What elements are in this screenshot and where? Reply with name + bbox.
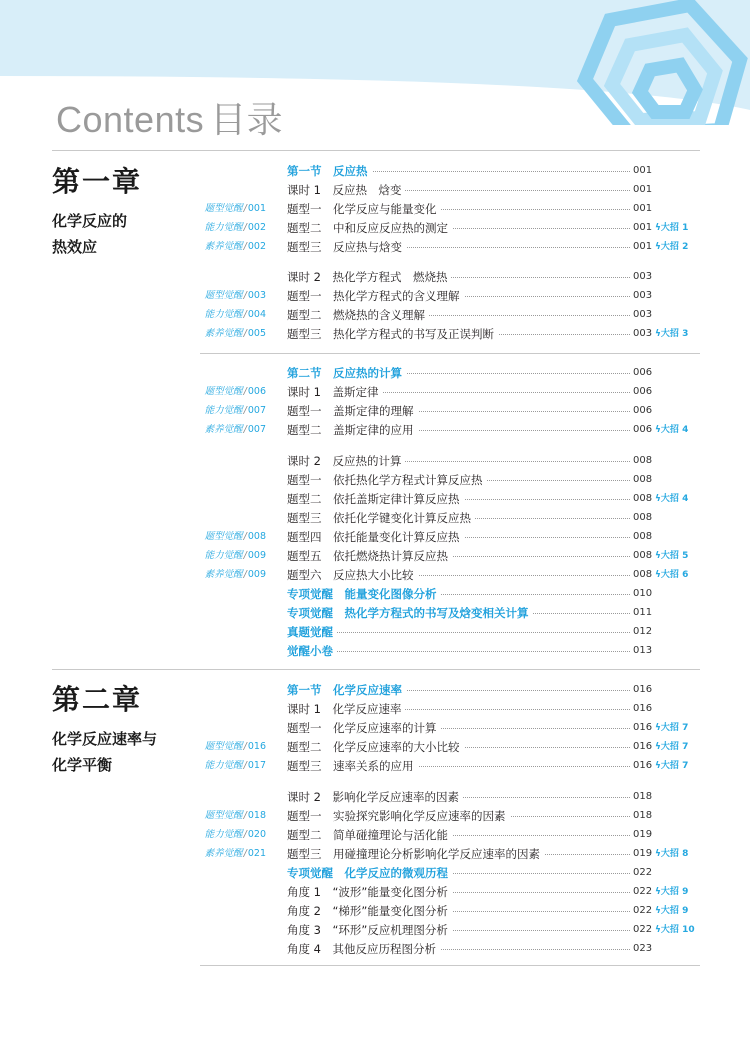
page-number: 003 <box>630 325 652 343</box>
toc-entry-title: 角度 1 “波形”能量变化图分析 <box>287 883 452 901</box>
toc-row[interactable] <box>196 788 686 806</box>
toc-row[interactable] <box>196 471 686 489</box>
leader-dots <box>287 632 630 633</box>
toc-row[interactable] <box>196 585 686 603</box>
page-number: 003 <box>630 306 652 324</box>
tag-page: 018 <box>247 810 266 821</box>
awakening-tag: 素养觉醒/005 <box>204 328 266 339</box>
toc-entry-title: 题型五 依托燃烧热计算反应热 <box>287 547 452 565</box>
page-title <box>56 92 283 143</box>
tag-page: 001 <box>247 203 266 214</box>
trick-badge: ϟ大招 7 <box>655 723 689 733</box>
chapter-name-line2: 热效应 <box>52 238 98 256</box>
toc-row[interactable] <box>196 566 689 584</box>
tag-page: 003 <box>247 290 266 301</box>
page-number: 001 <box>630 219 652 237</box>
awakening-tag: 题型觉醒/008 <box>204 531 266 542</box>
chapter-name-line1: 化学反应的 <box>52 212 128 230</box>
page-number: 011 <box>630 604 652 622</box>
awakening-tag: 素养觉醒/009 <box>204 569 266 580</box>
awakening-tag: 题型觉醒/006 <box>204 386 266 397</box>
awakening-tag: 能力觉醒/004 <box>204 309 266 320</box>
tag-page: 009 <box>247 550 266 561</box>
toc-row[interactable] <box>196 268 686 286</box>
toc-entry-title: 第一节 化学反应速率 <box>287 681 406 699</box>
trick-badge: ϟ大招 7 <box>655 761 689 771</box>
tag-page: 002 <box>247 222 266 233</box>
toc-entry-title: 角度 4 其他反应历程图分析 <box>287 940 440 958</box>
toc-entry-title: 题型一 化学反应速率的计算 <box>287 719 441 737</box>
toc-entry-title: 第二节 反应热的计算 <box>287 364 406 382</box>
tag-label: 题型觉醒 <box>204 810 243 821</box>
chapter-1 <box>52 160 142 260</box>
page-number: 010 <box>630 585 652 603</box>
tag-page: 007 <box>247 424 266 435</box>
page-number: 006 <box>630 364 652 382</box>
divider-top <box>52 150 700 151</box>
page-number: 003 <box>630 268 652 286</box>
page-number: 018 <box>630 788 652 806</box>
toc-entry-title: 题型二 燃烧热的含义理解 <box>287 306 429 324</box>
leader-dots <box>287 651 630 652</box>
page-number: 003 <box>630 287 652 305</box>
chapter-2 <box>52 678 157 778</box>
title-en: Contents <box>56 99 205 140</box>
toc-row[interactable] <box>196 902 689 920</box>
page-number: 016 <box>630 719 652 737</box>
toc-row[interactable] <box>196 219 689 237</box>
toc-entry-title: 题型二 依托盖斯定律计算反应热 <box>287 490 464 508</box>
toc-entry-title: 课时 2 影响化学反应速率的因素 <box>287 788 463 806</box>
toc-entry-title: 角度 2 “梯形”能量变化图分析 <box>287 902 452 920</box>
page-number: 022 <box>630 883 652 901</box>
toc-entry-title: 题型三 依托化学键变化计算反应热 <box>287 509 475 527</box>
toc-row[interactable] <box>196 509 686 527</box>
trick-badge: ϟ大招 9 <box>655 887 689 897</box>
tag-page: 020 <box>247 829 266 840</box>
page-number: 022 <box>630 921 652 939</box>
trick-badge: ϟ大招 9 <box>655 906 689 916</box>
divider-chapter <box>52 669 700 670</box>
page-number: 006 <box>630 421 652 439</box>
tag-page: 007 <box>247 405 266 416</box>
toc-row[interactable] <box>196 325 689 343</box>
tag-label: 素养觉醒 <box>204 424 243 435</box>
toc-entry-title: 专项觉醒 能量变化图像分析 <box>287 585 441 603</box>
divider-bottom <box>200 965 700 966</box>
toc-entry-title: 课时 2 热化学方程式 燃烧热 <box>287 268 451 286</box>
toc-row[interactable] <box>196 807 686 825</box>
tag-page: 017 <box>247 760 266 771</box>
tag-label: 题型觉醒 <box>204 531 243 542</box>
toc-entry-title: 题型四 依托能量变化计算反应热 <box>287 528 464 546</box>
chapter-number: 第二章 <box>52 683 143 716</box>
toc-entry-title: 题型一 盖斯定律的理解 <box>287 402 418 420</box>
toc-row[interactable] <box>196 757 689 775</box>
tag-label: 素养觉醒 <box>204 241 243 252</box>
tag-page: 008 <box>247 531 266 542</box>
toc-row[interactable] <box>196 421 689 439</box>
page-number: 019 <box>630 826 652 844</box>
toc-row[interactable] <box>196 200 686 218</box>
page-number: 008 <box>630 528 652 546</box>
toc-row[interactable] <box>196 681 686 699</box>
tag-label: 能力觉醒 <box>204 760 243 771</box>
page-number: 016 <box>630 700 652 718</box>
toc-row[interactable] <box>196 490 689 508</box>
page-number: 008 <box>630 566 652 584</box>
toc-row[interactable] <box>196 700 686 718</box>
toc-entry-title: 专项觉醒 化学反应的微观历程 <box>287 864 452 882</box>
awakening-tag: 能力觉醒/020 <box>204 829 266 840</box>
tag-page: 021 <box>247 848 266 859</box>
tag-page: 009 <box>247 569 266 580</box>
toc-row[interactable] <box>196 547 689 565</box>
trick-badge: ϟ大招 2 <box>655 242 689 252</box>
page-number: 008 <box>630 509 652 527</box>
toc-row[interactable] <box>196 921 695 939</box>
toc-entry-title: 题型六 反应热大小比较 <box>287 566 418 584</box>
page-number: 018 <box>630 807 652 825</box>
page-number: 001 <box>630 181 652 199</box>
awakening-tag: 题型觉醒/016 <box>204 741 266 752</box>
toc-entry-title: 题型三 速率关系的应用 <box>287 757 418 775</box>
tag-label: 能力觉醒 <box>204 829 243 840</box>
awakening-tag: 能力觉醒/007 <box>204 405 266 416</box>
tag-label: 素养觉醒 <box>204 328 243 339</box>
toc-row[interactable] <box>196 940 686 958</box>
toc-row[interactable] <box>196 402 686 420</box>
tag-label: 能力觉醒 <box>204 550 243 561</box>
tag-page: 004 <box>247 309 266 320</box>
toc-entry-title: 题型一 化学反应与能量变化 <box>287 200 441 218</box>
tag-label: 题型觉醒 <box>204 290 243 301</box>
awakening-tag: 能力觉醒/017 <box>204 760 266 771</box>
trick-badge: ϟ大招 8 <box>655 849 689 859</box>
awakening-tag: 能力觉醒/002 <box>204 222 266 233</box>
awakening-tag: 题型觉醒/003 <box>204 290 266 301</box>
awakening-tag: 能力觉醒/009 <box>204 550 266 561</box>
trick-badge: ϟ大招 6 <box>655 570 689 580</box>
tag-label: 能力觉醒 <box>204 405 243 416</box>
page-number: 001 <box>630 238 652 256</box>
chapter-name <box>52 726 157 778</box>
title-cn: 目录 <box>210 100 284 141</box>
toc-entry-title: 题型二 中和反应反应热的测定 <box>287 219 452 237</box>
toc-entry-title: 觉醒小卷 <box>287 642 337 660</box>
toc-entry-title: 角度 3 “环形”反应机理图分析 <box>287 921 452 939</box>
hexagon-decoration-icon <box>490 0 750 125</box>
tag-label: 题型觉醒 <box>204 386 243 397</box>
trick-badge: ϟ大招 1 <box>655 223 689 233</box>
page-number: 001 <box>630 200 652 218</box>
trick-badge: ϟ大招 3 <box>655 329 689 339</box>
page-number: 022 <box>630 864 652 882</box>
toc-entry-title: 题型一 实验探究影响化学反应速率的因素 <box>287 807 510 825</box>
tag-label: 题型觉醒 <box>204 741 243 752</box>
toc-row[interactable] <box>196 383 686 401</box>
toc-row[interactable] <box>196 864 686 882</box>
tag-label: 能力觉醒 <box>204 222 243 233</box>
page-number: 008 <box>630 471 652 489</box>
chapter-name-line2: 化学平衡 <box>52 756 113 774</box>
toc-entry-title: 专项觉醒 热化学方程式的书写及焓变相关计算 <box>287 604 533 622</box>
toc-entry-title: 第一节 反应热 <box>287 162 372 180</box>
page-number: 012 <box>630 623 652 641</box>
chapter-number: 第一章 <box>52 165 143 198</box>
page-number: 022 <box>630 902 652 920</box>
toc-row[interactable] <box>196 306 686 324</box>
awakening-tag: 素养觉醒/021 <box>204 848 266 859</box>
toc-entry-title: 课时 2 反应热的计算 <box>287 452 405 470</box>
toc-row[interactable] <box>196 287 686 305</box>
toc-row[interactable] <box>196 364 686 382</box>
page-number: 023 <box>630 940 652 958</box>
chapter-name <box>52 208 142 260</box>
tag-label: 素养觉醒 <box>204 569 243 580</box>
page-number: 008 <box>630 490 652 508</box>
page-number: 016 <box>630 738 652 756</box>
toc-entry-title: 题型一 热化学方程式的含义理解 <box>287 287 464 305</box>
toc-entry-title: 题型三 反应热与焓变 <box>287 238 406 256</box>
page-number: 008 <box>630 547 652 565</box>
awakening-tag: 题型觉醒/001 <box>204 203 266 214</box>
toc-entry-title: 题型三 热化学方程式的书写及正误判断 <box>287 325 498 343</box>
awakening-tag: 素养觉醒/007 <box>204 424 266 435</box>
toc-entry-title: 课时 1 化学反应速率 <box>287 700 405 718</box>
trick-badge: ϟ大招 4 <box>655 494 689 504</box>
toc-row[interactable] <box>196 719 689 737</box>
toc-row[interactable] <box>196 738 689 756</box>
page-number: 006 <box>630 383 652 401</box>
page-number: 001 <box>630 162 652 180</box>
toc-row[interactable] <box>196 845 689 863</box>
toc-entry-title: 题型三 用碰撞理论分析影响化学反应速率的因素 <box>287 845 544 863</box>
toc-row[interactable] <box>196 162 686 180</box>
tag-label: 能力觉醒 <box>204 309 243 320</box>
tag-label: 素养觉醒 <box>204 848 243 859</box>
tag-page: 002 <box>247 241 266 252</box>
awakening-tag: 题型觉醒/018 <box>204 810 266 821</box>
toc-entry-title: 题型一 依托热化学方程式计算反应热 <box>287 471 487 489</box>
toc-row[interactable] <box>196 623 686 641</box>
toc-row[interactable] <box>196 528 686 546</box>
trick-badge: ϟ大招 10 <box>655 925 695 935</box>
trick-badge: ϟ大招 7 <box>655 742 689 752</box>
toc-row[interactable] <box>196 452 686 470</box>
toc-entry-title: 课时 1 盖斯定律 <box>287 383 382 401</box>
page-number: 013 <box>630 642 652 660</box>
toc-entry-title: 题型二 盖斯定律的应用 <box>287 421 418 439</box>
trick-badge: ϟ大招 4 <box>655 425 689 435</box>
toc-row[interactable] <box>196 604 686 622</box>
tag-page: 016 <box>247 741 266 752</box>
toc-row[interactable] <box>196 826 686 844</box>
toc-row[interactable] <box>196 642 686 660</box>
toc-row[interactable] <box>196 883 689 901</box>
awakening-tag: 素养觉醒/002 <box>204 241 266 252</box>
page-number: 016 <box>630 681 652 699</box>
tag-label: 题型觉醒 <box>204 203 243 214</box>
toc-entry-title: 真题觉醒 <box>287 623 337 641</box>
toc-entry-title: 题型二 化学反应速率的大小比较 <box>287 738 464 756</box>
tag-page: 005 <box>247 328 266 339</box>
toc-entry-title: 课时 1 反应热 焓变 <box>287 181 405 199</box>
page-number: 008 <box>630 452 652 470</box>
chapter-name-line1: 化学反应速率与 <box>52 730 158 748</box>
divider-section <box>200 353 700 354</box>
page-number: 006 <box>630 402 652 420</box>
toc-entry-title: 题型二 简单碰撞理论与活化能 <box>287 826 452 844</box>
page-number: 016 <box>630 757 652 775</box>
toc-row[interactable] <box>196 181 686 199</box>
toc-row[interactable] <box>196 238 689 256</box>
tag-page: 006 <box>247 386 266 397</box>
page-number: 019 <box>630 845 652 863</box>
trick-badge: ϟ大招 5 <box>655 551 689 561</box>
